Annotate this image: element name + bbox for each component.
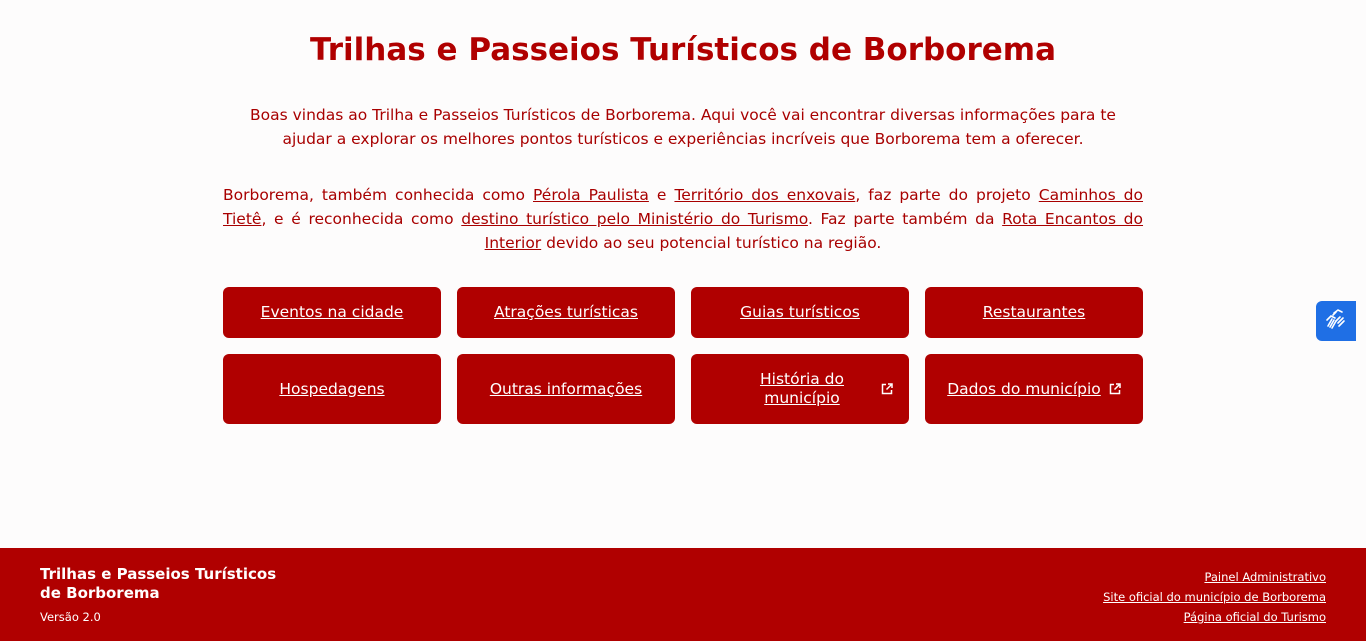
guias-button[interactable] (691, 287, 909, 338)
tourism-page-link[interactable]: Página oficial do Turismo (1183, 610, 1326, 624)
button-label: Atrações turísticas (494, 303, 638, 321)
outras-informacoes-button[interactable] (457, 354, 675, 424)
hospedagens-button[interactable] (223, 354, 441, 424)
button-label: Eventos na cidade (260, 303, 404, 321)
intro-text: Boas vindas ao Trilha e Passeios Turísticos de Borborema. Aqui você vai encontrar diversas informações para te ajudar a explorar os melhores pontos turísticos e experiências incríveis que Borborema tem a oferecer. (250, 106, 1116, 148)
button-label: História do município (759, 370, 845, 407)
footer-title: Trilhas e Passeios Turísticos de Borborema (40, 565, 277, 602)
button-label: Guias turísticos (740, 303, 860, 321)
dados-button[interactable] (925, 354, 1143, 424)
description-fragment: e (648, 186, 675, 204)
button-label: Dados do município (947, 379, 1101, 398)
accessibility-widget-button[interactable] (1316, 301, 1356, 341)
button-label: Hospedagens (279, 379, 385, 398)
link-caminhos-do-tiete[interactable]: Caminhos do Tietê (223, 186, 1144, 228)
external-link-icon (1109, 383, 1121, 395)
link-destino-turistico[interactable]: destino turístico pelo Ministério do Turismo (461, 210, 808, 228)
button-label: Restaurantes (982, 303, 1086, 321)
link-territorio-enxovais[interactable]: Território dos enxovais (674, 186, 856, 204)
version-label: Versão 2.0 (40, 610, 101, 624)
description-text (223, 183, 1143, 255)
external-link-icon (881, 383, 893, 395)
description-fragment: Borborema, também conhecida como (223, 186, 533, 204)
link-perola-paulista[interactable]: Pérola Paulista (533, 186, 649, 204)
historia-button[interactable] (691, 354, 909, 424)
admin-panel-link[interactable]: Painel Administrativo (1204, 570, 1326, 584)
button-label: Outras informações (489, 379, 643, 398)
sign-language-hands-icon (1323, 306, 1349, 336)
description-fragment: , faz parte do projeto (855, 186, 1039, 204)
footer-links (1103, 567, 1326, 627)
eventos-button[interactable] (223, 287, 441, 338)
page-title: Trilhas e Passeios Turísticos de Borborema (309, 32, 1056, 68)
restaurantes-button[interactable] (925, 287, 1143, 338)
description-fragment: devido ao seu potencial turístico na região. (541, 234, 882, 252)
description-fragment: , e é reconhecida como (261, 210, 462, 228)
footer (0, 548, 1366, 641)
atracoes-button[interactable] (457, 287, 675, 338)
municipality-site-link[interactable]: Site oficial do município de Borborema (1103, 590, 1326, 604)
menu-grid (223, 287, 1143, 424)
description-fragment: . Faz parte também da (807, 210, 1003, 228)
link-rota-encantos[interactable]: Rota Encantos do Interior (484, 210, 1144, 252)
